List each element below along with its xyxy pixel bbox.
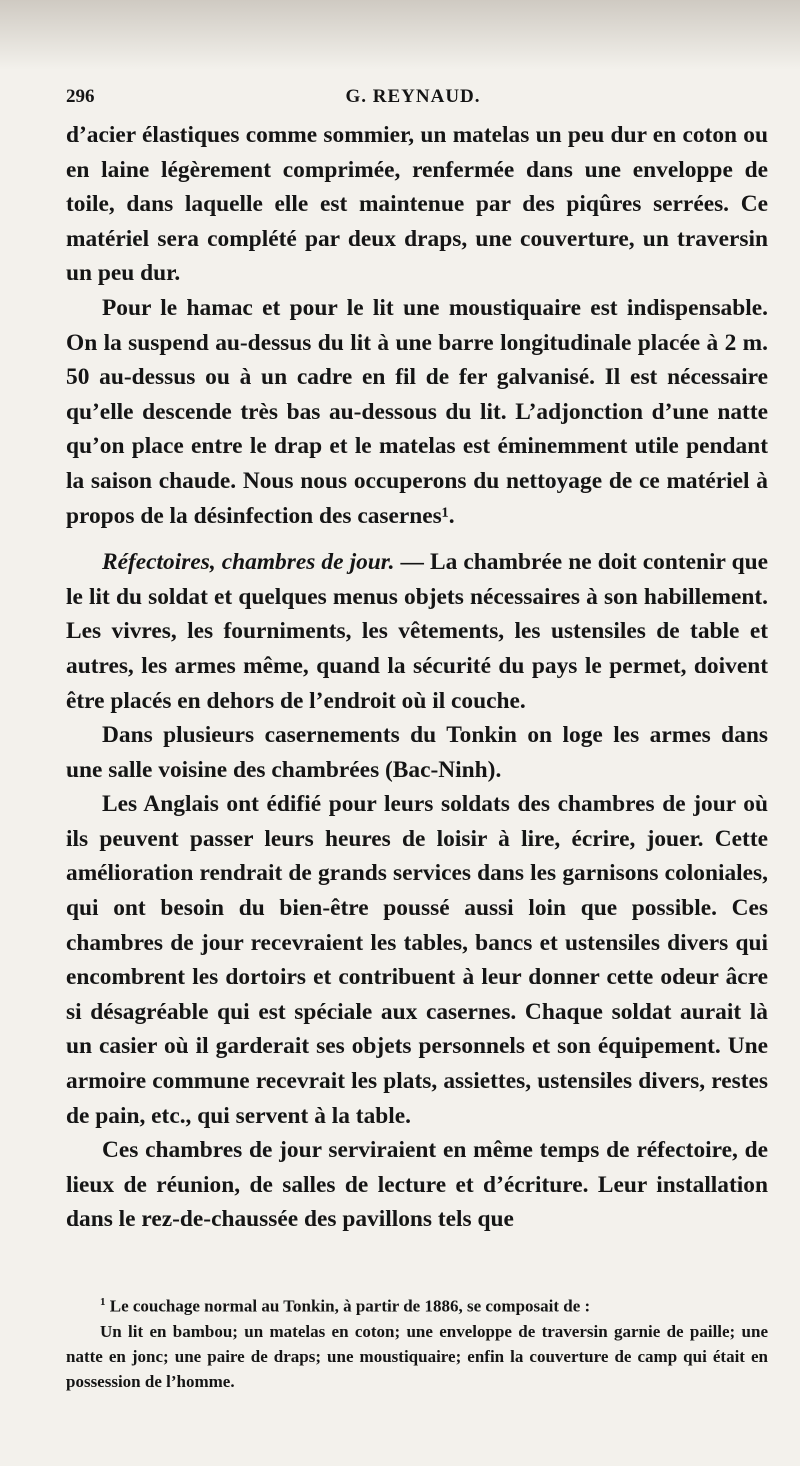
paragraph-4: Dans plusieurs casernements du Tonkin on loge les armes dans une salle voisine des chambrées (Bac-Ninh). <box>66 722 768 783</box>
paragraph-3 <box>66 545 768 718</box>
body-text <box>66 118 768 1237</box>
page-header <box>66 86 760 112</box>
footnote-1 <box>66 1290 768 1319</box>
page-number: 296 <box>66 86 95 107</box>
paragraph-6: Ces chambres de jour serviraient en même temps de réfectoire, de lieux de réunion, de salles de lecture et d’écriture. Leur installation dans le rez-de-chaussée des pavillons tels que <box>66 1137 768 1233</box>
footnote-1-text: Le couchage normal au Tonkin, à partir de 1886, se composait de : <box>105 1296 591 1316</box>
footnotes <box>66 1290 768 1394</box>
paragraph-2: Pour le hamac et pour le lit une moustiquaire est indispensable. On la suspend au-dessus du lit à une barre longitudinale placée à 2 m. 50 au-dessus ou à un cadre en fil de fer galvanisé. Il est nécessaire qu’elle descende très bas au-dessous du lit. L’adjonction d’une natte qu’on place entre le drap et le matelas est éminemment utile pendant la saison chaude. Nous nous occuperons du nettoyage de ce matériel à propos de la désinfection des casernes¹. <box>66 294 768 529</box>
running-title: G. REYNAUD. <box>345 86 481 107</box>
scan-shadow <box>0 0 800 70</box>
footnote-2 <box>66 1319 768 1394</box>
paragraph-3-text: — La chambrée ne doit contenir que le lit du soldat et quelques menus objets nécessaires à son habillement. Les vivres, les fourniments, les vêtements, les ustensiles de table et autres, les armes même, quand la sécurité du pays le permet, doivent être placés en dehors de l’endroit où il couche. <box>66 549 768 714</box>
footnote-2-text: Un lit en bambou; un matelas en coton; une enveloppe de traversin garnie de paille; une natte en jonc; une paire de draps; une moustiquaire; enfin la couverture de camp qui était en possession de l’homme. <box>66 1321 768 1391</box>
paragraph-5: Les Anglais ont édifié pour leurs soldats des chambres de jour où ils peuvent passer leurs heures de loisir à lire, écrire, jouer. Cette amélioration rendrait de grands services dans les garnisons coloniales, qui ont besoin du bien-être poussé aussi loin que possible. Ces chambres de jour recevraient les tables, bancs et ustensiles divers qui encombrent les dortoirs et contribuent à leur donner cette odeur âcre si désagréable qui est spéciale aux casernes. Chaque soldat aurait là un casier où il garderait ses objets personnels et son équipement. Une armoire commune recevrait les plats, assiettes, ustensiles divers, restes de pain, etc., qui servent à la table. <box>66 791 768 1129</box>
footnote-mark: 1 <box>100 1296 106 1308</box>
section-heading: Réfectoires, chambres de jour. <box>102 549 395 576</box>
paragraph-1: d’acier élastiques comme sommier, un matelas un peu dur en coton ou en laine légèrement comprimée, renfermée dans une enveloppe de toile, dans laquelle elle est maintenue par des piqûres serrées. Ce matériel sera complété par deux draps, une couverture, un traversin un peu dur. <box>66 122 768 287</box>
